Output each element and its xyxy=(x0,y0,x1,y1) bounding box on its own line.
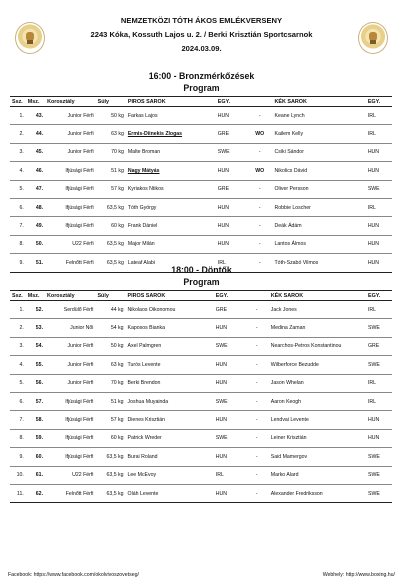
table-row xyxy=(10,466,392,484)
cell-blue-country: HUN xyxy=(366,217,392,235)
table-row xyxy=(10,162,392,180)
cell-suly: 63,5 kg xyxy=(95,448,125,466)
cell-red-corner: Malte Broman xyxy=(126,143,216,161)
cell-suly: 44 kg xyxy=(95,301,125,319)
cell-red-corner: Kaposos Bianka xyxy=(126,319,214,337)
cell-blue-corner: Said Mamergov xyxy=(269,448,366,466)
cell-msz: 55. xyxy=(26,356,45,374)
cell-ssz: 7. xyxy=(10,411,26,429)
cell-red-corner: Farkas Lajos xyxy=(126,107,216,125)
cell-msz: 53. xyxy=(26,319,45,337)
event-date: 2024.03.09. xyxy=(181,44,222,53)
cell-msz: 43. xyxy=(26,107,45,125)
cell-red-country: HUN xyxy=(214,356,245,374)
cell-suly: 63,5 kg xyxy=(96,198,126,216)
cell-result: - xyxy=(247,217,273,235)
cell-result: - xyxy=(247,180,273,198)
cell-red-country: SWE xyxy=(214,337,245,355)
cell-red-country: HUN xyxy=(214,448,245,466)
cell-blue-country: HUN xyxy=(366,411,392,429)
cell-red-country: GRE xyxy=(216,125,247,143)
cell-blue-corner: Jason Whelan xyxy=(269,374,366,392)
cell-ssz: 8. xyxy=(10,235,26,253)
cell-msz: 50. xyxy=(26,235,45,253)
cell-blue-country: IRL xyxy=(366,125,392,143)
cell-blue-corner: Medina Zaman xyxy=(269,319,366,337)
cell-msz: 47. xyxy=(26,180,45,198)
cell-result: WO xyxy=(247,125,273,143)
cell-blue-country: HUN xyxy=(366,254,392,272)
cell-result: - xyxy=(245,392,269,410)
cell-ssz: 3. xyxy=(10,337,26,355)
cell-blue-corner: Nikolics Dávid xyxy=(273,162,366,180)
cell-suly: 54 kg xyxy=(95,319,125,337)
cell-blue-corner: Keane Lynch xyxy=(273,107,366,125)
cell-blue-country: IRL xyxy=(366,198,392,216)
cell-msz: 45. xyxy=(26,143,45,161)
cell-result: - xyxy=(245,356,269,374)
cell-blue-country: GRE xyxy=(366,337,392,355)
cell-red-corner: Frank Dániel xyxy=(126,217,216,235)
table-row xyxy=(10,198,392,216)
table-row xyxy=(10,448,392,466)
cell-ssz: 8. xyxy=(10,429,26,447)
cell-blue-country: SWE xyxy=(366,448,392,466)
cell-red-country: SWE xyxy=(214,392,245,410)
cell-korosztaly: Ifjúsági Férfi xyxy=(45,180,96,198)
cell-red-corner: Lateaf Alabi xyxy=(126,254,216,272)
col-egy: EGY. xyxy=(216,97,247,107)
col-egy2: EGY. xyxy=(366,291,392,301)
cell-suly: 63,5 kg xyxy=(96,235,126,253)
cell-ssz: 6. xyxy=(10,198,26,216)
cell-korosztaly: Junior Férfi xyxy=(45,374,95,392)
cell-red-corner: Kyriakos Ntikos xyxy=(126,180,216,198)
cell-blue-country: HUN xyxy=(366,235,392,253)
cell-blue-country: SWE xyxy=(366,466,392,484)
cell-blue-country: HUN xyxy=(366,162,392,180)
cell-blue-corner: Alexander Fredriksson xyxy=(269,484,366,502)
cell-red-country: HUN xyxy=(216,235,247,253)
cell-suly: 50 kg xyxy=(95,337,125,355)
cell-result: - xyxy=(245,301,269,319)
cell-red-country: HUN xyxy=(216,217,247,235)
cell-blue-country: SWE xyxy=(366,356,392,374)
cell-result: - xyxy=(245,429,269,447)
col-kek: KÉK SAROK xyxy=(273,97,366,107)
col-kek: KÉK SAROK xyxy=(269,291,366,301)
cell-korosztaly: Junior Férfi xyxy=(45,337,95,355)
cell-msz: 61. xyxy=(26,466,45,484)
cell-suly: 51 kg xyxy=(96,162,126,180)
cell-blue-corner: Oliver Persson xyxy=(273,180,366,198)
cell-red-corner: Ermis-Diinekis Zlogas xyxy=(126,125,216,143)
table-row xyxy=(10,356,392,374)
cell-red-country: HUN xyxy=(216,162,247,180)
cell-korosztaly: Felnőtt Férfi xyxy=(45,254,96,272)
document-header xyxy=(0,14,403,56)
cell-blue-corner: Marko Alard xyxy=(269,466,366,484)
cell-ssz: 5. xyxy=(10,180,26,198)
col-msz: Msz. xyxy=(26,97,45,107)
cell-blue-corner: Aaron Keogh xyxy=(269,392,366,410)
cell-korosztaly: Junior Férfi xyxy=(45,125,96,143)
cell-result: - xyxy=(247,198,273,216)
cell-ssz: 6. xyxy=(10,392,26,410)
col-piros: PIROS SAROK xyxy=(126,291,214,301)
cell-red-country: GRE xyxy=(216,180,247,198)
finals-table xyxy=(10,290,392,503)
cell-ssz: 10. xyxy=(10,466,26,484)
cell-ssz: 2. xyxy=(10,319,26,337)
cell-korosztaly: Ifjúsági Férfi xyxy=(45,429,95,447)
cell-red-corner: Tóth György xyxy=(126,198,216,216)
bronze-matches-table xyxy=(10,96,392,273)
table-row xyxy=(10,301,392,319)
table-row xyxy=(10,374,392,392)
table-row xyxy=(10,107,392,125)
cell-korosztaly: U22 Férfi xyxy=(45,466,95,484)
cell-blue-corner: Kailem Kelly xyxy=(273,125,366,143)
cell-blue-corner: Lantos Álmos xyxy=(273,235,366,253)
cell-red-corner: Axel Palmgren xyxy=(126,337,214,355)
cell-ssz: 4. xyxy=(10,162,26,180)
cell-red-country: HUN xyxy=(214,319,245,337)
cell-msz: 54. xyxy=(26,337,45,355)
cell-result: - xyxy=(245,466,269,484)
cell-korosztaly: Ifjúsági Férfi xyxy=(45,392,95,410)
cell-blue-corner: Csiki Sándor xyxy=(273,143,366,161)
cell-ssz: 2. xyxy=(10,125,26,143)
table-row xyxy=(10,429,392,447)
cell-blue-corner: Tóth-Szabó Vilmos xyxy=(273,254,366,272)
cell-red-country: HUN xyxy=(214,374,245,392)
cell-msz: 46. xyxy=(26,162,45,180)
cell-korosztaly: Felnőtt Férfi xyxy=(45,484,95,502)
cell-red-corner: Joshua Muyainda xyxy=(126,392,214,410)
col-korosztaly: Korosztály xyxy=(45,291,95,301)
cell-ssz: 1. xyxy=(10,301,26,319)
cell-red-corner: Berki Brendon xyxy=(126,374,214,392)
cell-suly: 63,5 kg xyxy=(95,484,125,502)
cell-ssz: 11. xyxy=(10,484,26,502)
website-link[interactable]: Webhely: http://www.boxing.hu/ xyxy=(322,572,395,578)
cell-msz: 60. xyxy=(26,448,45,466)
table-row xyxy=(10,484,392,502)
cell-korosztaly: Serdülő Férfi xyxy=(45,301,95,319)
cell-msz: 44. xyxy=(26,125,45,143)
cell-blue-country: HUN xyxy=(366,429,392,447)
cell-red-corner: Nagy Mátyás xyxy=(126,162,216,180)
cell-blue-country: IRL xyxy=(366,301,392,319)
cell-korosztaly: Junior Férfi xyxy=(45,107,96,125)
cell-suly: 60 kg xyxy=(95,429,125,447)
cell-msz: 52. xyxy=(26,301,45,319)
cell-blue-corner: Nearchos-Petros Konstantinou xyxy=(269,337,366,355)
cell-ssz: 9. xyxy=(10,254,26,272)
cell-red-country: IRL xyxy=(216,254,247,272)
cell-result: WO xyxy=(247,162,273,180)
col-egy: EGY. xyxy=(214,291,245,301)
facebook-link[interactable]: Facebook: https://www.facebook.com/okolvivoszovetseg/ xyxy=(8,572,139,578)
section2-time: 18:00 - Döntők xyxy=(171,265,232,275)
cell-red-corner: Burai Roland xyxy=(126,448,214,466)
col-suly: Súly xyxy=(96,97,126,107)
cell-blue-corner: Lendvai Levente xyxy=(269,411,366,429)
table-header-row xyxy=(10,291,392,301)
cell-blue-country: SWE xyxy=(366,180,392,198)
cell-red-corner: Nikolaos Oikonomou xyxy=(126,301,214,319)
cell-suly: 57 kg xyxy=(95,411,125,429)
cell-blue-country: HUN xyxy=(366,143,392,161)
cell-suly: 60 kg xyxy=(96,217,126,235)
cell-blue-country: SWE xyxy=(366,319,392,337)
cell-red-corner: Turós Levente xyxy=(126,356,214,374)
cell-red-country: HUN xyxy=(216,107,247,125)
cell-msz: 59. xyxy=(26,429,45,447)
cell-blue-corner: Deák Ádám xyxy=(273,217,366,235)
cell-msz: 62. xyxy=(26,484,45,502)
cell-korosztaly: U22 Férfi xyxy=(45,235,96,253)
cell-suly: 57 kg xyxy=(96,180,126,198)
cell-korosztaly: Ifjúsági Férfi xyxy=(45,198,96,216)
cell-red-corner: Oláh Levente xyxy=(126,484,214,502)
cell-ssz: 4. xyxy=(10,356,26,374)
cell-blue-corner: Jack Jones xyxy=(269,301,366,319)
table-row xyxy=(10,180,392,198)
cell-red-country: SWE xyxy=(216,143,247,161)
cell-korosztaly: Junior Férfi xyxy=(45,356,95,374)
cell-red-corner: Lee McEvoy xyxy=(126,466,214,484)
cell-msz: 49. xyxy=(26,217,45,235)
cell-korosztaly: Ifjúsági Férfi xyxy=(45,448,95,466)
cell-result: - xyxy=(247,235,273,253)
cell-ssz: 7. xyxy=(10,217,26,235)
cell-msz: 48. xyxy=(26,198,45,216)
cell-korosztaly: Ifjúsági Férfi xyxy=(45,162,96,180)
cell-blue-country: IRL xyxy=(366,374,392,392)
col-suly: Súly xyxy=(95,291,125,301)
cell-korosztaly: Junior Női xyxy=(45,319,95,337)
cell-suly: 63 kg xyxy=(95,356,125,374)
col-korosztaly: Korosztály xyxy=(45,97,96,107)
section1-time: 16:00 - Bronzmérkőzések xyxy=(148,71,255,81)
cell-korosztaly: Junior Férfi xyxy=(45,143,96,161)
cell-suly: 50 kg xyxy=(96,107,126,125)
cell-result: - xyxy=(245,411,269,429)
cell-result: - xyxy=(247,143,273,161)
cell-blue-country: IRL xyxy=(366,392,392,410)
table-row xyxy=(10,337,392,355)
cell-suly: 70 kg xyxy=(96,143,126,161)
cell-ssz: 5. xyxy=(10,374,26,392)
event-venue: 2243 Kóka, Kossuth Lajos u. 2. / Berki Krisztián Sportcsarnok xyxy=(90,30,313,39)
cell-red-country: HUN xyxy=(214,411,245,429)
cell-msz: 56. xyxy=(26,374,45,392)
cell-ssz: 3. xyxy=(10,143,26,161)
cell-red-corner: Major Milán xyxy=(126,235,216,253)
cell-red-corner: Dienes Krisztián xyxy=(126,411,214,429)
cell-suly: 70 kg xyxy=(95,374,125,392)
section2-subtitle: Program xyxy=(183,277,220,287)
table-header-row xyxy=(10,97,392,107)
table-row xyxy=(10,235,392,253)
table-row xyxy=(10,125,392,143)
cell-red-corner: Patrick Wreder xyxy=(126,429,214,447)
cell-ssz: 9. xyxy=(10,448,26,466)
cell-suly: 63 kg xyxy=(96,125,126,143)
cell-blue-country: IRL xyxy=(366,107,392,125)
cell-msz: 51. xyxy=(26,254,45,272)
section1-subtitle: Program xyxy=(183,83,220,93)
cell-result: - xyxy=(247,107,273,125)
cell-korosztaly: Ifjúsági Férfi xyxy=(45,411,95,429)
cell-suly: 63,5 kg xyxy=(96,254,126,272)
cell-result: - xyxy=(245,319,269,337)
cell-suly: 63,5 kg xyxy=(95,466,125,484)
cell-red-country: SWE xyxy=(214,429,245,447)
col-ssz: Ssz. xyxy=(10,291,26,301)
cell-result: - xyxy=(245,337,269,355)
cell-blue-corner: Robbie Loscher xyxy=(273,198,366,216)
cell-msz: 58. xyxy=(26,411,45,429)
page-footer xyxy=(8,572,395,578)
table-row xyxy=(10,392,392,410)
col-msz: Msz. xyxy=(26,291,45,301)
cell-korosztaly: Ifjúsági Férfi xyxy=(45,217,96,235)
table-row xyxy=(10,319,392,337)
col-ssz: Ssz. xyxy=(10,97,26,107)
cell-red-country: HUN xyxy=(214,484,245,502)
cell-red-country: HUN xyxy=(216,198,247,216)
cell-msz: 57. xyxy=(26,392,45,410)
event-title: NEMZETKÖZI TÓTH ÁKOS EMLÉKVERSENY xyxy=(120,16,283,25)
cell-blue-country: SWE xyxy=(366,484,392,502)
cell-red-country: GRE xyxy=(214,301,245,319)
table-row xyxy=(10,411,392,429)
table-row xyxy=(10,217,392,235)
cell-blue-corner: Wilberforce Bezudde xyxy=(269,356,366,374)
cell-suly: 51 kg xyxy=(95,392,125,410)
cell-red-country: IRL xyxy=(214,466,245,484)
cell-result: - xyxy=(245,484,269,502)
cell-result: - xyxy=(245,374,269,392)
cell-blue-corner: Leiner Krisztián xyxy=(269,429,366,447)
table-row xyxy=(10,143,392,161)
col-piros: PIROS SAROK xyxy=(126,97,216,107)
cell-result: - xyxy=(247,254,273,272)
col-egy2: EGY. xyxy=(366,97,392,107)
cell-ssz: 1. xyxy=(10,107,26,125)
cell-result: - xyxy=(245,448,269,466)
